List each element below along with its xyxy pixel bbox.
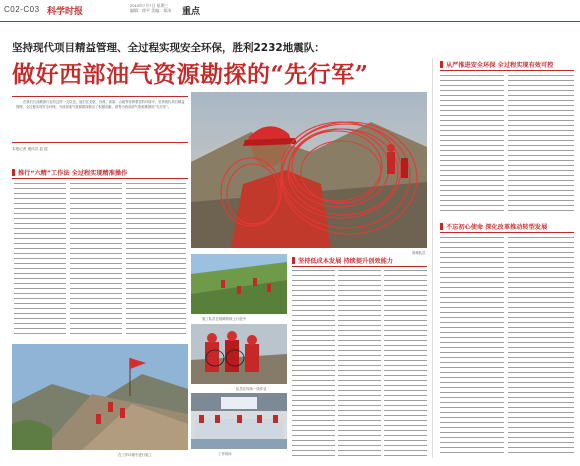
issue-info: [130, 3, 171, 13]
section-marker: [440, 223, 443, 230]
worker-cables-image: [191, 92, 427, 248]
team-photo: [191, 324, 287, 384]
office-photo: [191, 393, 287, 449]
column-divider: [432, 58, 433, 458]
section-heading-right-top-text: 从严推进安全环保 全过程实现有效可控: [446, 62, 554, 69]
flag-mountain-photo: [12, 344, 188, 450]
section-heading-middle-text: 坚持低成本发展 持续提升创效能力: [298, 258, 393, 265]
byline: 本报记者 通讯员 赵 铭: [12, 147, 48, 151]
section-rule-left: [12, 178, 188, 179]
section-heading-left-text: 推行“六精”工作法 全过程实现精准操作: [18, 170, 128, 177]
section-marker: [12, 169, 15, 176]
section-marker: [440, 61, 443, 68]
masthead: [0, 0, 580, 22]
article-headline: 做好西部油气资源勘探的“先行军”: [12, 61, 369, 88]
body-column: [508, 75, 574, 213]
page-code: C02-C03: [4, 5, 40, 14]
body-column: [440, 75, 504, 213]
section-heading-right-top: [440, 60, 553, 69]
section-label: 重点: [182, 7, 201, 17]
section-rule-right-bottom: [440, 232, 574, 233]
team-photo-caption: 队员在现场一线作业: [236, 387, 267, 391]
mountain-slope-photo: [191, 254, 287, 314]
body-column: [384, 270, 427, 456]
header-rule: [0, 21, 580, 22]
section-rule-right-top: [440, 70, 574, 71]
body-column: [508, 237, 574, 456]
paper-name: 科学时报: [47, 7, 84, 17]
article-subhead: 坚持现代项目精益管理、全过程实现安全环保，胜利2232地震队：: [12, 42, 325, 54]
body-column: [338, 270, 381, 456]
main-photo-caption: 管理队员: [412, 251, 426, 255]
main-photo: [191, 92, 427, 248]
section-heading-right-bottom-text: 不忘初心使命 深化改革推动转型发展: [446, 224, 548, 231]
flag-mountain-image: [12, 344, 188, 450]
office-image: [191, 393, 287, 449]
body-column: [292, 270, 335, 456]
mountain-photo-caption: 施工队员在陡峭的坡上行进中: [202, 317, 247, 321]
flag-photo-caption: 在工作环境中进行施工: [118, 453, 152, 457]
mountain-slope-image: [191, 254, 287, 314]
section-heading-right-bottom: [440, 222, 547, 231]
section-heading-middle: [292, 256, 393, 265]
article-lead: [12, 96, 188, 143]
section-rule-middle: [292, 266, 427, 267]
office-photo-caption: 工作现场: [218, 452, 232, 456]
issue-date-line: 2014年7月7日 星期三: [130, 3, 169, 8]
body-column: [440, 237, 504, 456]
body-column: [126, 183, 186, 338]
section-marker: [292, 257, 295, 264]
lead-text: 在我们石油勘探行业有这样一支队伍，他们在戈壁、沙漠、高原、山地等各种艰苦的环境中，坚持现代项目精益管理，全过程实现安全环保，为西部油气资源勘探做出了积极贡献，被誉为西部油气资源勘探的“先行军”。: [16, 100, 185, 110]
issue-editor-line: 编辑：徐平 美编：郑涛: [130, 8, 172, 13]
section-heading-left: [12, 168, 127, 177]
body-column: [14, 183, 66, 338]
body-column: [70, 183, 122, 338]
team-image: [191, 324, 287, 384]
